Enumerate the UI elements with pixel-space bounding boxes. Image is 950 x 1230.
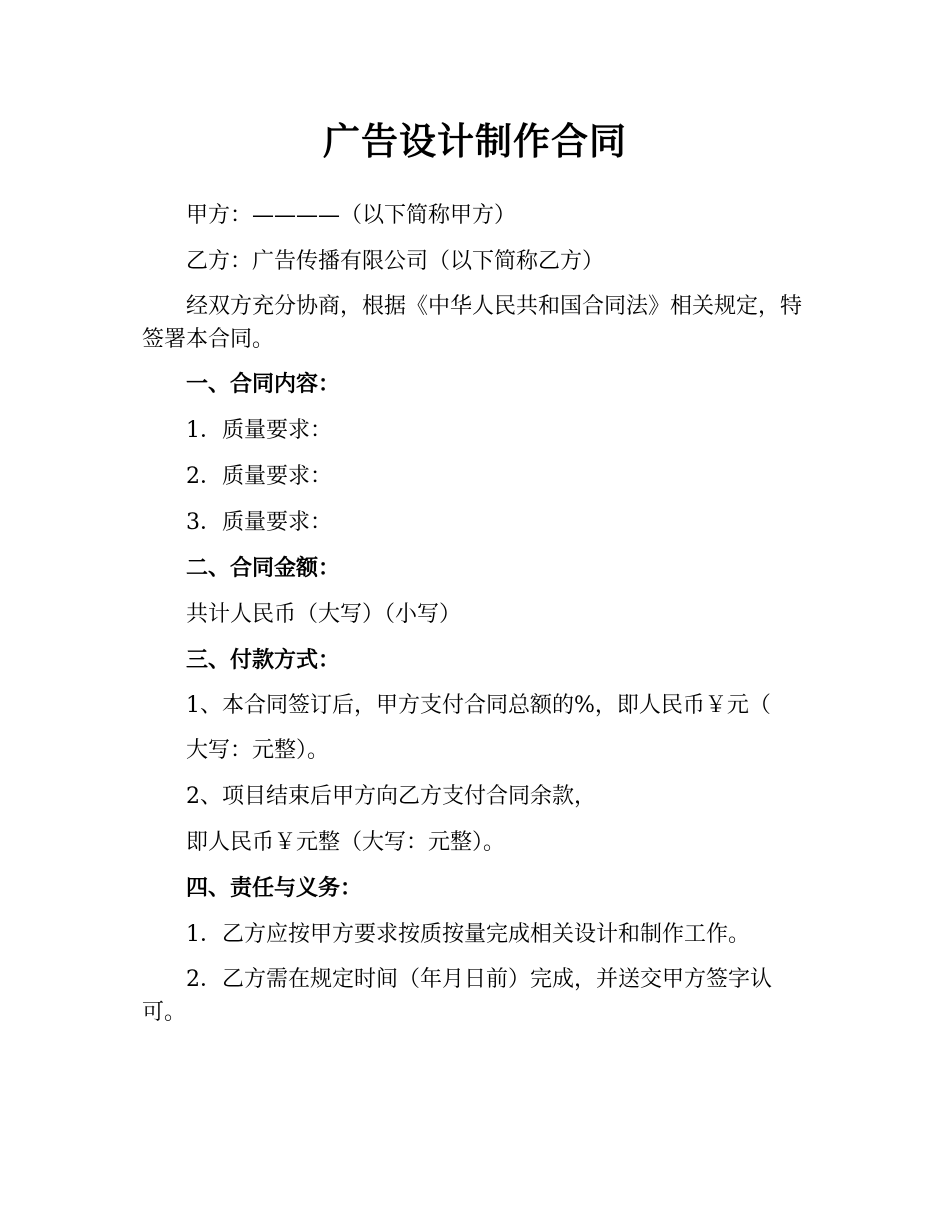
section-heading-contract-amount: 二、合同金额： xyxy=(186,556,341,581)
list-item: 2．质量要求： xyxy=(186,464,332,489)
list-item: 1．乙方应按甲方要求按质按量完成相关设计和制作工作。 xyxy=(186,922,750,947)
section-heading-responsibilities: 四、责任与义务： xyxy=(186,876,363,901)
list-item: 1．质量要求： xyxy=(186,418,332,443)
party-a-line: 甲方：————（以下简称甲方） xyxy=(186,203,517,228)
section-heading-contract-content: 一、合同内容： xyxy=(186,372,341,397)
amount-line: 共计人民币（大写）（小写） xyxy=(186,602,462,627)
section-heading-payment-method: 三、付款方式： xyxy=(186,648,341,673)
list-item: 2．乙方需在规定时间（年月日前）完成，并送交甲方签字认可。 xyxy=(142,967,772,1025)
payment-paragraph-2-continued: 即人民币￥元整（大写：元整）。 xyxy=(186,830,506,855)
payment-paragraph-1-continued: 大写：元整）。 xyxy=(186,738,330,763)
payment-paragraph-1: 1、本合同签订后，甲方支付合同总额的%，即人民币￥元（ xyxy=(186,693,771,718)
payment-paragraph-2: 2、项目结束后甲方向乙方支付合同余款， xyxy=(186,784,596,809)
intro-paragraph: 经双方充分协商，根据《中华人民共和国合同法》相关规定，特签署本合同。 xyxy=(142,294,803,352)
document-title: 广告设计制作合同 xyxy=(323,120,627,163)
list-item: 3．质量要求： xyxy=(186,510,332,535)
party-b-line: 乙方：广告传播有限公司（以下简称乙方） xyxy=(186,249,605,274)
document-body xyxy=(142,198,810,1040)
